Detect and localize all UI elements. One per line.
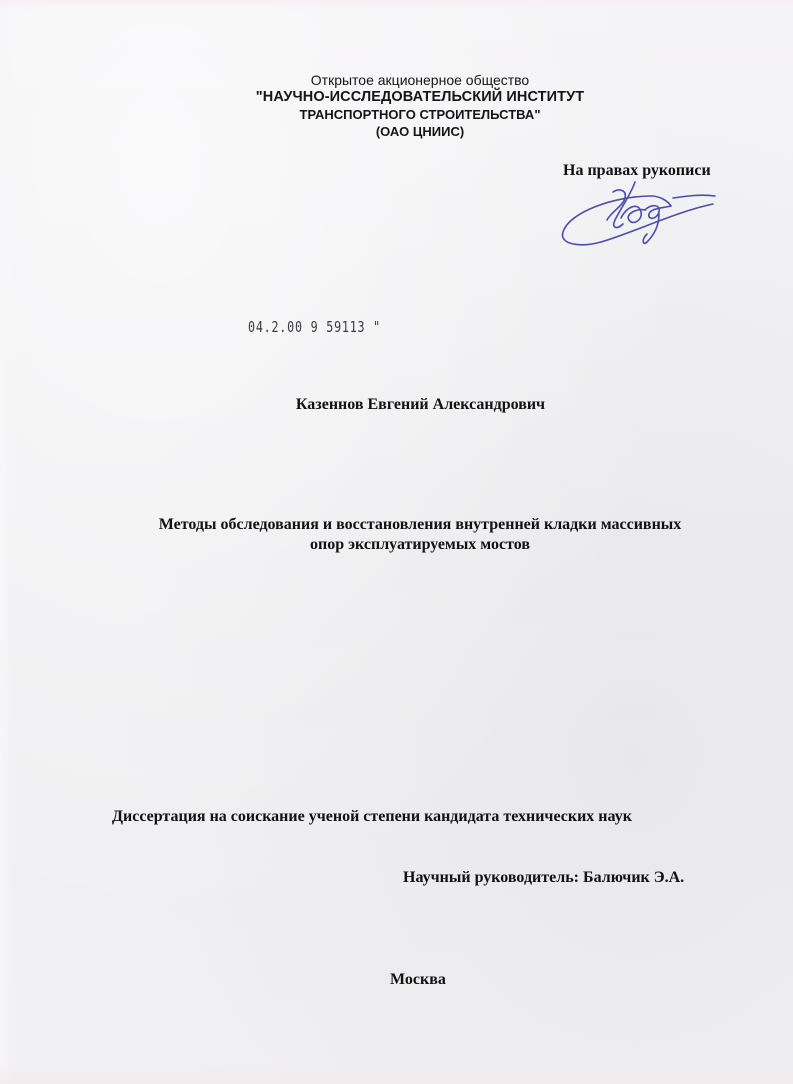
page-edge-top — [0, 0, 793, 10]
title-line1: Методы обследования и восстановления внутренней кладки массивных — [158, 516, 682, 533]
page-edge-bottom — [0, 1062, 793, 1084]
author-name: Казеннов Евгений Александрович — [295, 396, 546, 413]
scientific-supervisor: Научный руководитель: Балючик Э.А. — [403, 869, 685, 886]
organization-header — [220, 72, 620, 140]
degree-statement: Диссертация на соискание ученой степени кандидата технических наук — [112, 808, 632, 825]
organization-name-line1: "НАУЧНО-ИССЛЕДОВАТЕЛЬСКИЙ ИНСТИТУТ — [255, 89, 585, 105]
organization-abbreviation: (ОАО ЦНИИС) — [375, 124, 465, 139]
title-line2: опор эксплуатируемых мостов — [310, 536, 530, 553]
dissertation-title — [100, 515, 740, 555]
page-edge-left — [0, 0, 14, 1084]
organization-name-line2: ТРАНСПОРТНОГО СТРОИТЕЛЬСТВА" — [299, 107, 541, 122]
signature-icon — [555, 178, 730, 253]
city: Москва — [390, 971, 446, 988]
registration-stamp: 04.2.00 9 59113 " — [248, 318, 382, 336]
organization-type: Открытое акционерное общество — [310, 72, 530, 88]
rights-notice: На правах рукописи — [563, 162, 711, 179]
